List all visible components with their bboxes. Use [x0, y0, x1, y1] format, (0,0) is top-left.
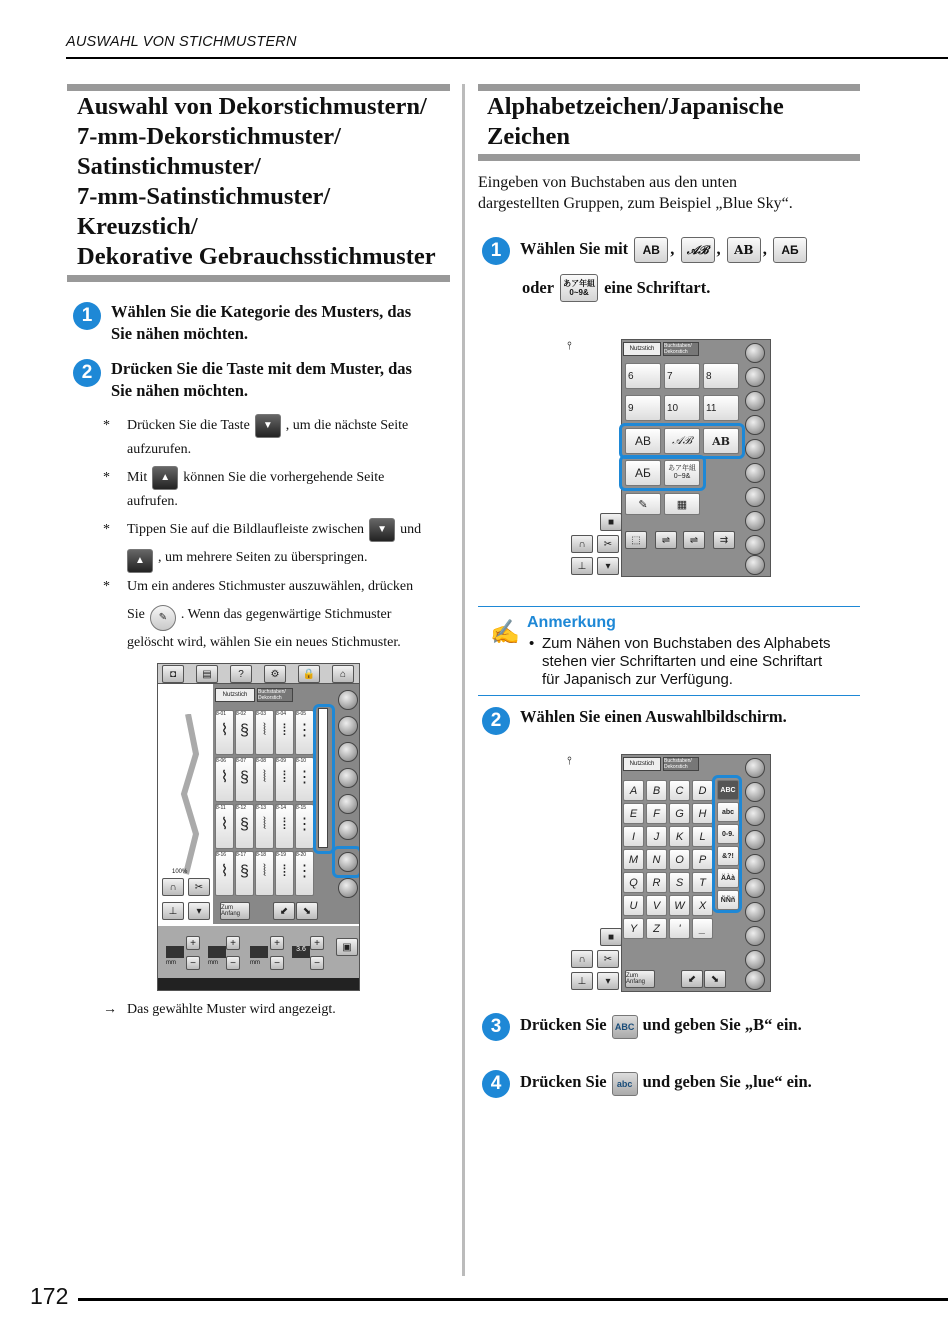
- square-icon[interactable]: ■: [600, 928, 622, 946]
- letter-key[interactable]: Q: [623, 872, 644, 893]
- pattern-key[interactable]: [275, 757, 294, 802]
- pattern-code: 8-20: [296, 852, 307, 858]
- highlight-fonts: [619, 423, 745, 459]
- pattern-code: 8-11: [216, 805, 226, 811]
- font-button-3: AB: [727, 237, 761, 263]
- bullet-text: gelöscht wird, wählen Sie ein neues Stichmuster.: [127, 634, 401, 650]
- plus-button[interactable]: +: [226, 936, 240, 950]
- needle-icon[interactable]: ⊥: [571, 972, 593, 990]
- pattern-key[interactable]: [295, 757, 314, 802]
- letter-key[interactable]: G: [669, 803, 690, 824]
- round-button[interactable]: [338, 690, 358, 710]
- pattern-code: 8-09: [276, 758, 287, 764]
- pattern-code: 8-06: [216, 758, 227, 764]
- bullet-text: , um mehrere Seiten zu überspringen.: [158, 549, 368, 565]
- right-heading: [487, 92, 784, 152]
- stitch-pattern-icon: ⌇: [220, 863, 229, 880]
- pattern-grid: [215, 710, 315, 898]
- scissors-icon[interactable]: ✂: [597, 535, 619, 553]
- tab-nutzstich[interactable]: Nutzstich: [215, 688, 255, 702]
- pattern-key[interactable]: [295, 851, 314, 896]
- round-button[interactable]: [745, 555, 765, 575]
- down-icon[interactable]: ▾: [597, 972, 619, 990]
- round-button[interactable]: [745, 535, 765, 555]
- heading-bar-bottom: [478, 154, 860, 161]
- stitch-pattern-icon: ⋮: [296, 722, 313, 739]
- top-rule: [66, 57, 948, 59]
- pattern-key[interactable]: [275, 710, 294, 755]
- stitch-pattern-icon: ⋮: [296, 816, 313, 833]
- bullet-item: [103, 575, 453, 655]
- round-button[interactable]: [338, 794, 358, 814]
- right-heading-line: Alphabetzeichen/Japanische: [487, 93, 784, 120]
- scissors-icon[interactable]: ✂: [597, 950, 619, 968]
- pattern-key[interactable]: [235, 757, 254, 802]
- result-text: Das gewählte Muster wird angezeigt.: [127, 1002, 336, 1017]
- step-text: Drücken Sie: [520, 1072, 607, 1092]
- letter-key[interactable]: P: [692, 849, 713, 870]
- bullet-text: und: [400, 522, 422, 538]
- note-line: Zum Nähen von Buchstaben des Alphabets: [542, 635, 831, 652]
- memory-icon[interactable]: ▣: [336, 938, 358, 956]
- bullet-item: [103, 414, 453, 462]
- letter-key[interactable]: X: [692, 895, 713, 916]
- pattern-key[interactable]: [255, 851, 274, 896]
- bullet-text: . Wenn das gegenwärtige Stichmuster: [180, 606, 392, 622]
- pattern-code: 8-10: [296, 758, 307, 764]
- category-button[interactable]: 11: [703, 395, 739, 421]
- letter-key[interactable]: K: [669, 826, 690, 847]
- note-title: Anmerkung: [527, 614, 616, 631]
- letter-key[interactable]: A: [623, 780, 644, 801]
- right-screen-2: [567, 754, 771, 992]
- category-button[interactable]: 7: [664, 363, 700, 389]
- arrow-icon[interactable]: ⬋: [681, 970, 703, 988]
- category-button[interactable]: 10: [664, 395, 700, 421]
- bullet-text: Um ein anderes Stichmuster auszuwählen, drücken: [127, 578, 414, 594]
- comma: ,: [670, 239, 675, 258]
- home-start-button[interactable]: Zum Anfang: [625, 970, 655, 988]
- round-button[interactable]: [745, 511, 765, 531]
- pattern-code: 8-16: [216, 852, 227, 858]
- pattern-code: 8-04: [276, 711, 287, 717]
- round-button[interactable]: [745, 487, 765, 507]
- round-button[interactable]: [338, 768, 358, 788]
- letter-key[interactable]: Y: [623, 918, 644, 939]
- right-heading-line: Zeichen: [487, 123, 571, 150]
- letter-key[interactable]: J: [646, 826, 667, 847]
- scroll-down-icon: ▼: [369, 518, 395, 542]
- round-button[interactable]: [745, 950, 765, 970]
- bullet-star: *: [103, 470, 110, 486]
- letter-key[interactable]: W: [669, 895, 690, 916]
- letter-key[interactable]: B: [646, 780, 667, 801]
- intro-line: Eingeben von Buchstaben aus den unten: [478, 174, 738, 191]
- step-text: Sie nähen möchten.: [111, 324, 249, 343]
- font-button-2[interactable]: 𝒜ℬ: [664, 428, 700, 454]
- heading-bar-bottom: [67, 275, 450, 282]
- lock-icon: 🔒: [298, 665, 320, 683]
- intro-line: dargestellten Gruppen, zum Beispiel „Blue Sky“.: [478, 195, 793, 212]
- round-button[interactable]: [745, 806, 765, 826]
- bullet-star: *: [103, 418, 110, 433]
- pattern-code: 8-19: [276, 852, 287, 858]
- pattern-key[interactable]: [215, 757, 234, 802]
- plus-button[interactable]: +: [310, 936, 324, 950]
- left-heading-line: 7-mm-Satinstichmuster/: [77, 183, 331, 210]
- transfer-icon[interactable]: ⇉: [713, 531, 735, 549]
- round-button[interactable]: [745, 367, 765, 387]
- pattern-key[interactable]: [215, 851, 234, 896]
- stitch-pattern-icon: ⦚: [262, 863, 267, 880]
- letter-key[interactable]: M: [623, 849, 644, 870]
- pattern-key[interactable]: [215, 710, 234, 755]
- round-button[interactable]: [338, 716, 358, 736]
- group-key[interactable]: abc: [717, 802, 739, 822]
- letter-key[interactable]: N: [646, 849, 667, 870]
- left-screen: [157, 663, 360, 991]
- presser-icon[interactable]: ∩: [162, 878, 184, 896]
- right-step-1: [482, 236, 862, 265]
- pattern-code: 8-17: [236, 852, 247, 858]
- pattern-key[interactable]: [235, 710, 254, 755]
- presser-foot-icon: ⫯: [567, 339, 572, 352]
- highlight-fonts-2: [619, 455, 706, 491]
- settings-icon: ⚙: [264, 665, 286, 683]
- round-button[interactable]: [338, 742, 358, 762]
- round-button[interactable]: [745, 782, 765, 802]
- round-button[interactable]: [745, 391, 765, 411]
- round-button[interactable]: [745, 878, 765, 898]
- plus-button[interactable]: +: [186, 936, 200, 950]
- bullet-text: Tippen Sie auf die Bildlaufleiste zwischen: [127, 522, 365, 538]
- presser-icon[interactable]: ∩: [571, 535, 593, 553]
- left-heading-line: 7-mm-Dekorstichmuster/: [77, 123, 341, 150]
- round-button[interactable]: [745, 854, 765, 874]
- font-button-3[interactable]: AB: [703, 428, 739, 454]
- step-text: und geben Sie „lue“ ein.: [642, 1072, 812, 1092]
- scroll-up-icon: ▲: [152, 466, 178, 490]
- font-button-4: АБ: [773, 237, 807, 263]
- letter-key[interactable]: O: [669, 849, 690, 870]
- pattern-key[interactable]: [235, 851, 254, 896]
- down-icon[interactable]: ▾: [597, 557, 619, 575]
- left-heading-line: Kreuzstich/: [77, 213, 198, 240]
- bullet-text: Sie: [127, 606, 145, 622]
- minus-button[interactable]: −: [186, 956, 200, 970]
- value-box: 3.6: [292, 946, 310, 958]
- page-number: 172: [30, 1283, 69, 1309]
- letter-key[interactable]: L: [692, 826, 713, 847]
- step-text: Wählen Sie einen Auswahlbildschirm.: [520, 707, 787, 726]
- stitch-pattern-icon: ⌇: [220, 769, 229, 786]
- pattern-code: 8-15: [296, 805, 307, 811]
- left-heading-line: Dekorative Gebrauchsstichmuster: [77, 243, 436, 270]
- note-icon: ✍: [490, 618, 520, 646]
- running-title: AUSWAHL VON STICHMUSTERN: [66, 34, 297, 50]
- comma: ,: [762, 239, 767, 258]
- bullet-text: aufrufen.: [127, 494, 178, 510]
- font-button-2: 𝒜ℬ: [681, 237, 715, 263]
- note-rule-bottom: [478, 695, 860, 696]
- pattern-key[interactable]: [215, 804, 234, 849]
- step-number: 3: [482, 1013, 510, 1041]
- round-button[interactable]: [745, 758, 765, 778]
- pattern-code: 8-05: [296, 711, 307, 717]
- unit-label: mm: [208, 960, 218, 966]
- step-number: 1: [482, 237, 510, 265]
- right-step-2: [482, 706, 862, 735]
- minus-button[interactable]: −: [226, 956, 240, 970]
- bullet-text: Mit: [127, 470, 148, 486]
- bullet-item: [103, 466, 453, 514]
- highlight-groups: [712, 775, 742, 913]
- pattern-code: 8-03: [256, 711, 267, 717]
- letter-key[interactable]: R: [646, 872, 667, 893]
- letter-key[interactable]: E: [623, 803, 644, 824]
- value-box: [208, 946, 226, 958]
- stitch-preview-icon: [158, 714, 213, 894]
- font-button-4[interactable]: АБ: [625, 460, 661, 486]
- left-step-1: [73, 301, 453, 345]
- step-text: Wählen Sie die Kategorie des Musters, das: [111, 302, 412, 321]
- step-number: 1: [73, 302, 101, 330]
- step-text: und geben Sie „B“ ein.: [642, 1015, 802, 1035]
- zoom-level: 100%: [172, 869, 188, 875]
- pattern-code: 8-13: [256, 805, 267, 811]
- right-screen-1: [567, 339, 771, 577]
- category-button[interactable]: 8: [703, 363, 739, 389]
- heading-bar-top: [67, 84, 450, 91]
- japanese-font-button: あア年組 0~9&: [560, 274, 598, 302]
- pattern-key[interactable]: [275, 851, 294, 896]
- stitch-pattern-icon: ⋮: [296, 863, 313, 880]
- presser-foot-icon: ⫯: [567, 754, 572, 767]
- letter-key[interactable]: V: [646, 895, 667, 916]
- edit-icon[interactable]: ✎: [625, 493, 661, 515]
- pattern-key[interactable]: [255, 710, 274, 755]
- step-text: Drücken Sie: [520, 1015, 607, 1035]
- font-button-1: AB: [634, 237, 668, 263]
- intro-text: [478, 172, 793, 214]
- group-key[interactable]: ÑÑñ: [717, 890, 739, 910]
- pattern-key[interactable]: [235, 804, 254, 849]
- letter-keyboard: [623, 780, 719, 944]
- home-icon: ⌂: [332, 665, 354, 683]
- bullet-list: [103, 414, 453, 655]
- bullet-text: , um die nächste Seite: [285, 418, 409, 434]
- arrow-icon[interactable]: ⬊: [296, 902, 318, 920]
- letter-key[interactable]: I: [623, 826, 644, 847]
- pattern-code: 8-08: [256, 758, 267, 764]
- pattern-code: 8-18: [256, 852, 267, 858]
- stitch-pattern-icon: §: [240, 722, 249, 739]
- stitch-pattern-icon: ⌇: [220, 722, 229, 739]
- unit-label: mm: [166, 960, 176, 966]
- tab-nutzstich[interactable]: Nutzstich: [623, 757, 661, 771]
- stitch-pattern-icon: ⁞: [282, 769, 287, 786]
- letter-key[interactable]: C: [669, 780, 690, 801]
- value-box: [250, 946, 268, 958]
- stitch-pattern-icon: ⁞: [282, 863, 287, 880]
- letter-key[interactable]: S: [669, 872, 690, 893]
- letter-key[interactable]: D: [692, 780, 713, 801]
- tab-buchstaben[interactable]: Buchstaben/ Dekorstich: [663, 342, 699, 356]
- bullet-item: [103, 518, 453, 572]
- letter-key[interactable]: T: [692, 872, 713, 893]
- category-button[interactable]: 9: [625, 395, 661, 421]
- font-button-1[interactable]: AB: [625, 428, 661, 454]
- stitch-pattern-icon: §: [240, 816, 249, 833]
- bullet-text: Drücken Sie die Taste: [127, 418, 250, 434]
- note-rule-top: [478, 606, 860, 607]
- camera-icon: ◘: [162, 665, 184, 683]
- pattern-code: 8-02: [236, 711, 247, 717]
- left-heading: [77, 92, 436, 272]
- pattern-key[interactable]: [275, 804, 294, 849]
- highlight-scrollbar: [313, 704, 335, 854]
- left-heading-line: Auswahl von Dekorstichmustern/: [77, 93, 427, 120]
- page-icon: ▤: [196, 665, 218, 683]
- comma: ,: [716, 239, 721, 258]
- plus-button[interactable]: +: [270, 936, 284, 950]
- note-body: [529, 635, 831, 689]
- step-number: 4: [482, 1070, 510, 1098]
- group-key[interactable]: ABC: [717, 780, 739, 800]
- step-text: eine Schriftart.: [604, 278, 711, 297]
- pattern-code: 8-14: [276, 805, 287, 811]
- round-button[interactable]: [745, 830, 765, 850]
- unit-label: mm: [250, 960, 260, 966]
- square-icon[interactable]: ■: [600, 513, 622, 531]
- round-button[interactable]: [745, 415, 765, 435]
- letter-key[interactable]: _: [692, 918, 713, 939]
- pattern-key[interactable]: [255, 757, 274, 802]
- pattern-icon[interactable]: ▦: [664, 493, 700, 515]
- stitch-pattern-icon: ⦚: [262, 769, 267, 786]
- heading-bar-top: [478, 84, 860, 91]
- home-start-button[interactable]: Zum Anfang: [220, 902, 250, 920]
- minus-button[interactable]: −: [310, 956, 324, 970]
- scissors-icon[interactable]: ✂: [188, 878, 210, 896]
- pattern-key[interactable]: [295, 804, 314, 849]
- bullet-text: aufzurufen.: [127, 442, 192, 458]
- arrow-icon[interactable]: ⬋: [273, 902, 295, 920]
- step1-line2: [522, 274, 710, 302]
- step-text: Sie nähen möchten.: [111, 381, 249, 400]
- status-strip: [158, 978, 360, 991]
- stitch-pattern-icon: ⁞: [282, 722, 287, 739]
- japanese-font-button[interactable]: あア年組 0~9&: [664, 460, 700, 486]
- pattern-key[interactable]: [295, 710, 314, 755]
- pattern-code: 8-12: [236, 805, 247, 811]
- stitch-pattern-icon: §: [240, 863, 249, 880]
- tab-buchstaben[interactable]: Buchstaben/ Dekorstich: [663, 757, 699, 771]
- tab-buchstaben[interactable]: Buchstaben/ Dekorstich: [257, 688, 293, 702]
- help-icon: ?: [230, 665, 252, 683]
- note-bullet: •: [529, 635, 535, 652]
- arrow-icon: →: [103, 1002, 117, 1017]
- letter-key[interactable]: U: [623, 895, 644, 916]
- abc-upper-button: ABC: [612, 1015, 638, 1039]
- round-button[interactable]: [745, 902, 765, 922]
- round-button[interactable]: [745, 343, 765, 363]
- pattern-code: 8-07: [236, 758, 247, 764]
- stitch-pattern-icon: §: [240, 769, 249, 786]
- highlight-eraser: [332, 846, 360, 878]
- group-key[interactable]: ÄÀà: [717, 868, 739, 888]
- needle-icon[interactable]: ⊥: [571, 557, 593, 575]
- step-text: Wählen Sie mit: [520, 239, 629, 258]
- stitch-pattern-icon: ⦚: [262, 816, 267, 833]
- bullet-star: *: [103, 522, 110, 538]
- pattern-key[interactable]: [255, 804, 274, 849]
- letter-key[interactable]: ': [669, 918, 690, 939]
- bullet-star: *: [103, 578, 110, 594]
- note-line: stehen vier Schriftarten und eine Schriftart: [542, 653, 823, 670]
- presser-icon[interactable]: ∩: [571, 950, 593, 968]
- stitch-pattern-icon: ⁞: [282, 816, 287, 833]
- round-button[interactable]: [745, 970, 765, 990]
- screen-toolbar: [158, 664, 360, 684]
- stitch-pattern-icon: ⌇: [220, 816, 229, 833]
- round-button[interactable]: [338, 878, 358, 898]
- usb-icon[interactable]: ⇌: [655, 531, 677, 549]
- result-line: [103, 998, 336, 1022]
- value-box: [166, 946, 184, 958]
- eraser-icon: ✎: [150, 605, 176, 631]
- stitch-pattern-icon: ⋮: [296, 769, 313, 786]
- round-button[interactable]: [745, 926, 765, 946]
- usb-icon[interactable]: ⇌: [683, 531, 705, 549]
- left-heading-line: Satinstichmuster/: [77, 153, 261, 180]
- round-button[interactable]: [338, 820, 358, 840]
- minus-button[interactable]: −: [270, 956, 284, 970]
- abc-lower-button: abc: [612, 1072, 638, 1096]
- step-number: 2: [73, 359, 101, 387]
- scroll-down-icon: ▼: [255, 414, 281, 438]
- step-number: 2: [482, 707, 510, 735]
- group-key[interactable]: &?!: [717, 846, 739, 866]
- step-text: Drücken Sie die Taste mit dem Muster, das: [111, 359, 412, 378]
- right-step-3: [482, 1012, 862, 1041]
- letter-key[interactable]: Z: [646, 918, 667, 939]
- scroll-up-icon: ▲: [127, 549, 153, 573]
- letter-key[interactable]: F: [646, 803, 667, 824]
- stitch-pattern-icon: ⦚: [262, 722, 267, 739]
- bullet-text: können Sie die vorhergehende Seite: [183, 470, 385, 486]
- step-text: oder: [522, 278, 555, 297]
- arrow-icon[interactable]: ⬊: [704, 970, 726, 988]
- column-divider: [462, 84, 465, 1276]
- round-button[interactable]: [745, 439, 765, 459]
- category-button[interactable]: 6: [625, 363, 661, 389]
- save-icon[interactable]: ⬚: [625, 531, 647, 549]
- tab-nutzstich[interactable]: Nutzstich: [623, 342, 661, 356]
- letter-key[interactable]: H: [692, 803, 713, 824]
- round-button[interactable]: [745, 463, 765, 483]
- bottom-rule: [78, 1298, 948, 1301]
- group-key[interactable]: 0-9.: [717, 824, 739, 844]
- down-icon[interactable]: ▾: [188, 902, 210, 920]
- needle-icon[interactable]: ⊥: [162, 902, 184, 920]
- note-line: für Japanisch zur Verfügung.: [542, 671, 733, 688]
- right-step-4: [482, 1069, 862, 1098]
- left-step-2: [73, 358, 453, 402]
- pattern-code: 8-01: [216, 711, 227, 717]
